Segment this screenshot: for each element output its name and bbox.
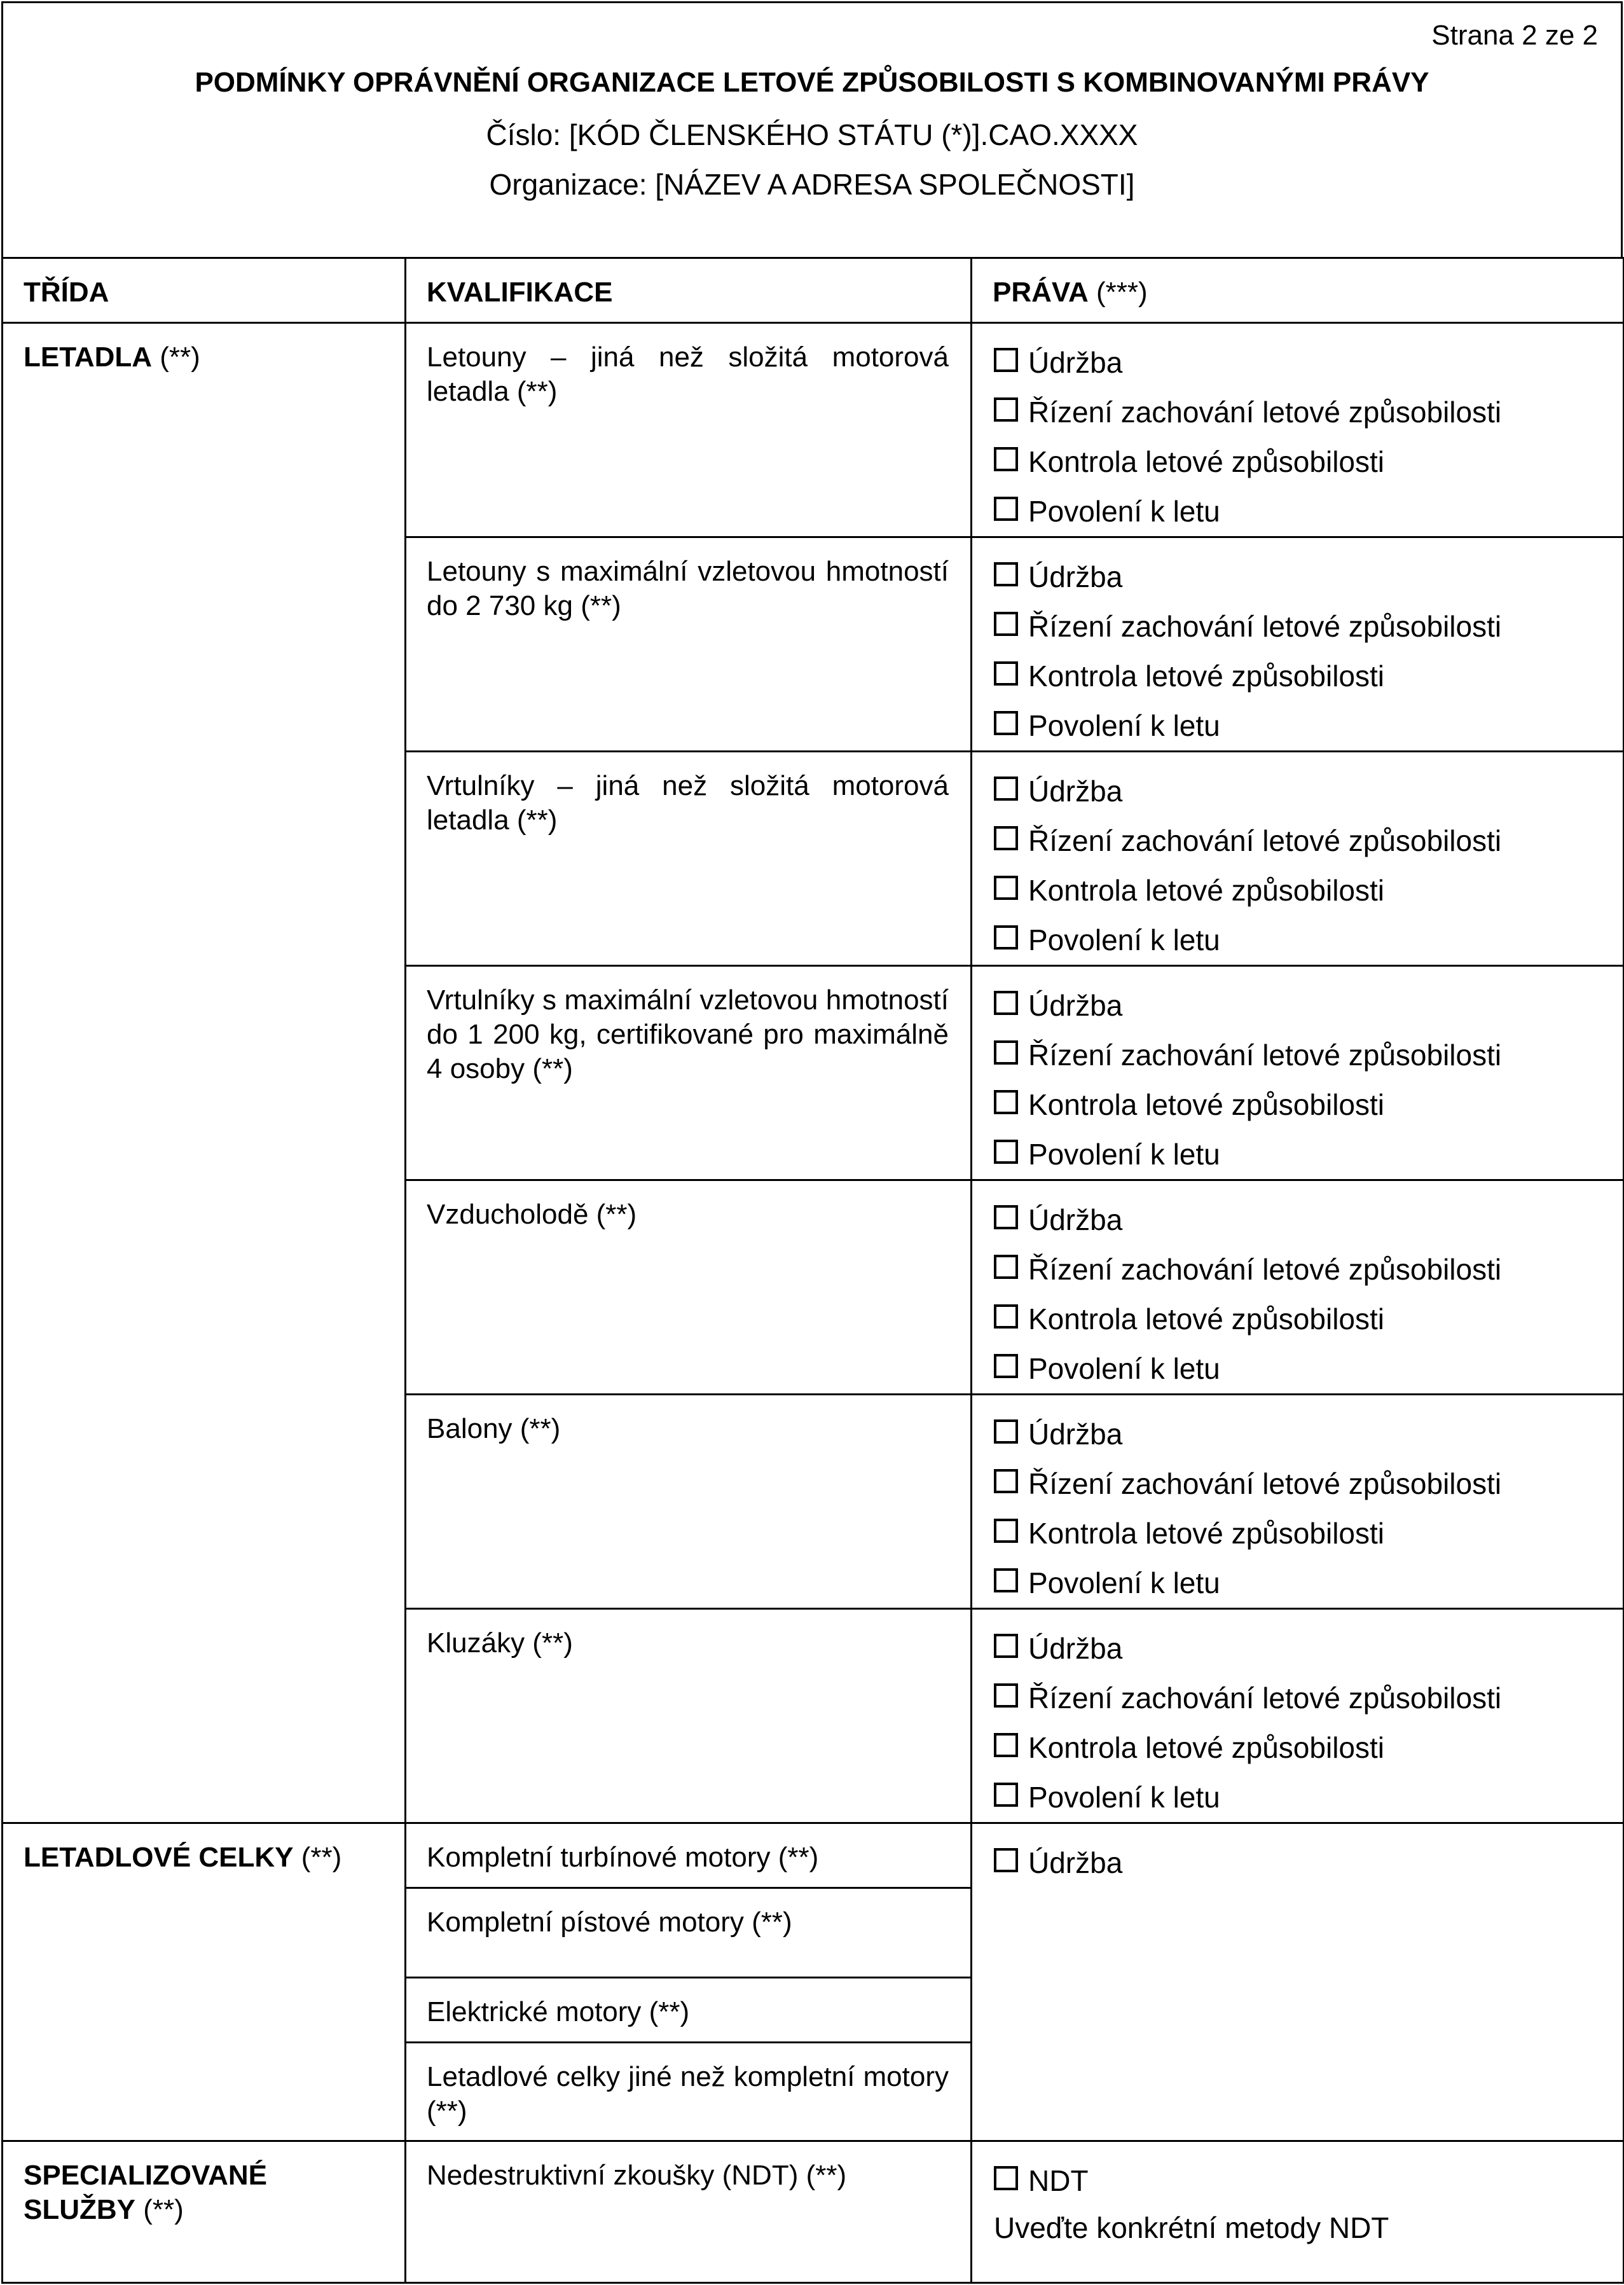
checkbox[interactable] — [994, 562, 1018, 586]
class-label-suffix: (**) — [293, 1842, 342, 1873]
right-camo[interactable] — [994, 1673, 1604, 1723]
checkbox[interactable] — [994, 826, 1018, 850]
approval-number-line: Číslo: [KÓD ČLENSKÉHO STÁTU (*)].CAO.XXXX — [486, 118, 1138, 151]
class-cell-aircraft — [3, 323, 406, 1823]
right-maintenance[interactable] — [994, 1409, 1604, 1459]
qualification-cell — [406, 2043, 972, 2141]
right-label: Řízení zachování letové způsobilosti — [1028, 1681, 1502, 1715]
right-label: Povolení k letu — [1028, 1352, 1220, 1385]
right-label: Kontrola letové způsobilosti — [1028, 445, 1384, 478]
rights-cell — [972, 2141, 1624, 2283]
qualification-text: Kluzáky (**) — [427, 1627, 573, 1659]
right-label: Údržba — [1028, 346, 1123, 379]
right-label: Řízení zachování letové způsobilosti — [1028, 1253, 1502, 1286]
right-camo[interactable] — [994, 602, 1604, 651]
qualification-cell — [406, 1823, 972, 1888]
qualification-cell — [406, 1978, 972, 2043]
right-maintenance[interactable] — [994, 1838, 1604, 1888]
right-label: Povolení k letu — [1028, 1138, 1220, 1171]
checkbox[interactable] — [994, 1848, 1018, 1872]
qualification-text: Vrtulníky s maximální vzletovou hmotností do 1 200 kg, certifikované pro maximálně 4 osoby (**) — [427, 984, 949, 1084]
checkbox[interactable] — [994, 777, 1018, 801]
checkbox[interactable] — [994, 397, 1018, 422]
qualification-cell — [406, 537, 972, 752]
checkbox[interactable] — [994, 447, 1018, 471]
right-permit-to-fly[interactable] — [994, 1344, 1604, 1393]
qualification-cell — [406, 323, 972, 537]
right-permit-to-fly[interactable] — [994, 701, 1604, 750]
checkbox[interactable] — [994, 1205, 1018, 1229]
checkbox[interactable] — [994, 1140, 1018, 1164]
checkbox[interactable] — [994, 1683, 1018, 1708]
class-cell-services — [3, 2141, 406, 2283]
rights-cell — [972, 323, 1624, 537]
right-airworthiness-review[interactable] — [994, 1294, 1604, 1344]
document-title: PODMÍNKY OPRÁVNĚNÍ ORGANIZACE LETOVÉ ZPŮSOBILOSTI S KOMBINOVANÝMI PRÁVY — [195, 67, 1429, 98]
right-maintenance[interactable] — [994, 981, 1604, 1030]
right-label: Řízení zachování letové způsobilosti — [1028, 824, 1502, 857]
checkbox[interactable] — [994, 661, 1018, 686]
checkbox[interactable] — [994, 2166, 1018, 2190]
right-label: NDT — [1028, 2164, 1089, 2197]
right-label: Povolení k letu — [1028, 709, 1220, 742]
qualification-text: Balony (**) — [427, 1413, 561, 1444]
checkbox[interactable] — [994, 1519, 1018, 1543]
qualification-text: Letouny – jiná než složitá motorová letadla (**) — [427, 342, 949, 407]
right-label: Kontrola letové způsobilosti — [1028, 659, 1384, 693]
right-permit-to-fly[interactable] — [994, 1772, 1604, 1822]
rights-cell — [972, 966, 1624, 1180]
right-camo[interactable] — [994, 1245, 1604, 1294]
right-label: Kontrola letové způsobilosti — [1028, 1302, 1384, 1336]
checkbox[interactable] — [994, 1783, 1018, 1807]
checkbox[interactable] — [994, 1304, 1018, 1329]
qualification-cell — [406, 1395, 972, 1609]
right-label: Údržba — [1028, 989, 1123, 1022]
right-camo[interactable] — [994, 1030, 1604, 1080]
right-camo[interactable] — [994, 1459, 1604, 1508]
checkbox[interactable] — [994, 876, 1018, 900]
qualification-cell — [406, 1180, 972, 1395]
right-airworthiness-review[interactable] — [994, 1080, 1604, 1129]
table-row — [3, 2141, 1624, 2283]
checkbox[interactable] — [994, 925, 1018, 949]
right-label: Povolení k letu — [1028, 1781, 1220, 1814]
organization-line: Organizace: [NÁZEV A ADRESA SPOLEČNOSTI] — [489, 168, 1135, 201]
qualification-cell — [406, 1609, 972, 1823]
checkbox[interactable] — [994, 1634, 1018, 1658]
right-camo[interactable] — [994, 387, 1604, 437]
qualification-cell — [406, 752, 972, 966]
right-permit-to-fly[interactable] — [994, 1558, 1604, 1608]
right-permit-to-fly[interactable] — [994, 487, 1604, 536]
right-permit-to-fly[interactable] — [994, 1129, 1604, 1179]
checkbox[interactable] — [994, 1354, 1018, 1378]
checkbox[interactable] — [994, 1568, 1018, 1592]
right-permit-to-fly[interactable] — [994, 915, 1604, 965]
right-airworthiness-review[interactable] — [994, 1723, 1604, 1772]
rights-cell — [972, 752, 1624, 966]
class-label-suffix: (**) — [135, 2194, 184, 2225]
right-label: Údržba — [1028, 560, 1123, 593]
qualification-cell — [406, 2141, 972, 2283]
header-cell-rights — [972, 258, 1624, 323]
qualification-text: Vrtulníky – jiná než složitá motorová letadla (**) — [427, 770, 949, 836]
qualification-cell — [406, 1888, 972, 1978]
right-label: Kontrola letové způsobilosti — [1028, 874, 1384, 907]
right-maintenance[interactable] — [994, 1195, 1604, 1245]
right-label: Kontrola letové způsobilosti — [1028, 1517, 1384, 1550]
ndt-methods-note: Uveďte konkrétní metody NDT — [994, 2211, 1389, 2244]
approval-table — [1, 257, 1624, 2284]
qualification-text: Nedestruktivní zkoušky (NDT) (**) — [427, 2160, 847, 2191]
right-label: Povolení k letu — [1028, 1566, 1220, 1599]
checkbox[interactable] — [994, 1733, 1018, 1757]
checkbox[interactable] — [994, 1090, 1018, 1114]
right-label: Údržba — [1028, 775, 1123, 808]
column-header-rights-suffix: (***) — [1088, 277, 1148, 308]
right-label: Povolení k letu — [1028, 923, 1220, 956]
column-header-class: TŘÍDA — [24, 277, 109, 308]
checkbox[interactable] — [994, 612, 1018, 636]
right-ndt[interactable] — [994, 2156, 1604, 2206]
checkbox[interactable] — [994, 711, 1018, 735]
checkbox[interactable] — [994, 1419, 1018, 1444]
right-maintenance[interactable] — [994, 552, 1604, 602]
right-airworthiness-review[interactable] — [994, 651, 1604, 701]
class-label-services: SPECIALIZOVANÉ SLUŽBY — [24, 2160, 268, 2225]
right-maintenance[interactable] — [994, 1624, 1604, 1673]
right-label: Řízení zachování letové způsobilosti — [1028, 610, 1502, 643]
right-label: Povolení k letu — [1028, 495, 1220, 528]
qualification-text: Letouny s maximální vzletovou hmotností do 2 730 kg (**) — [427, 556, 949, 621]
class-label-components: LETADLOVÉ CELKY — [24, 1842, 294, 1873]
right-label: Řízení zachování letové způsobilosti — [1028, 1039, 1502, 1072]
rights-cell — [972, 1609, 1624, 1823]
checkbox[interactable] — [994, 991, 1018, 1015]
right-maintenance[interactable] — [994, 766, 1604, 816]
document-header — [1, 1, 1623, 257]
checkbox[interactable] — [994, 1469, 1018, 1493]
checkbox[interactable] — [994, 1255, 1018, 1279]
right-label: Kontrola letové způsobilosti — [1028, 1731, 1384, 1764]
class-cell-components — [3, 1823, 406, 2141]
checkbox[interactable] — [994, 348, 1018, 372]
table-row — [3, 1823, 1624, 1888]
column-header-rights: PRÁVA — [993, 277, 1089, 308]
right-label: Řízení zachování letové způsobilosti — [1028, 396, 1502, 429]
class-label-aircraft: LETADLA — [24, 342, 153, 373]
rights-cell — [972, 1395, 1624, 1609]
right-camo[interactable] — [994, 816, 1604, 866]
column-header-qualification: KVALIFIKACE — [427, 277, 613, 308]
right-label: Řízení zachování letové způsobilosti — [1028, 1467, 1502, 1500]
qualification-text: Elektrické motory (**) — [427, 1996, 690, 2027]
right-maintenance[interactable] — [994, 338, 1604, 387]
qualification-text: Kompletní pístové motory (**) — [427, 1907, 792, 1938]
header-cell-class — [3, 258, 406, 323]
right-label: Údržba — [1028, 1418, 1123, 1451]
page-number: Strana 2 ze 2 — [1431, 20, 1598, 51]
right-label: Údržba — [1028, 1632, 1123, 1665]
qualification-text: Kompletní turbínové motory (**) — [427, 1842, 819, 1873]
rights-cell — [972, 537, 1624, 752]
qualification-text: Vzducholodě (**) — [427, 1199, 637, 1230]
qualification-cell — [406, 966, 972, 1180]
qualification-text: Letadlové celky jiné než kompletní motory (**) — [427, 2061, 949, 2127]
checkbox[interactable] — [994, 497, 1018, 521]
right-label: Kontrola letové způsobilosti — [1028, 1088, 1384, 1121]
rights-cell — [972, 1180, 1624, 1395]
table-header-row — [3, 258, 1624, 323]
rights-cell — [972, 1823, 1624, 2141]
right-label: Údržba — [1028, 1203, 1123, 1236]
right-airworthiness-review[interactable] — [994, 866, 1604, 915]
table-row — [3, 323, 1624, 537]
right-label: Údržba — [1028, 1846, 1123, 1879]
right-airworthiness-review[interactable] — [994, 437, 1604, 487]
class-label-suffix: (**) — [152, 342, 200, 373]
header-cell-qualification — [406, 258, 972, 323]
right-airworthiness-review[interactable] — [994, 1508, 1604, 1558]
checkbox[interactable] — [994, 1040, 1018, 1065]
